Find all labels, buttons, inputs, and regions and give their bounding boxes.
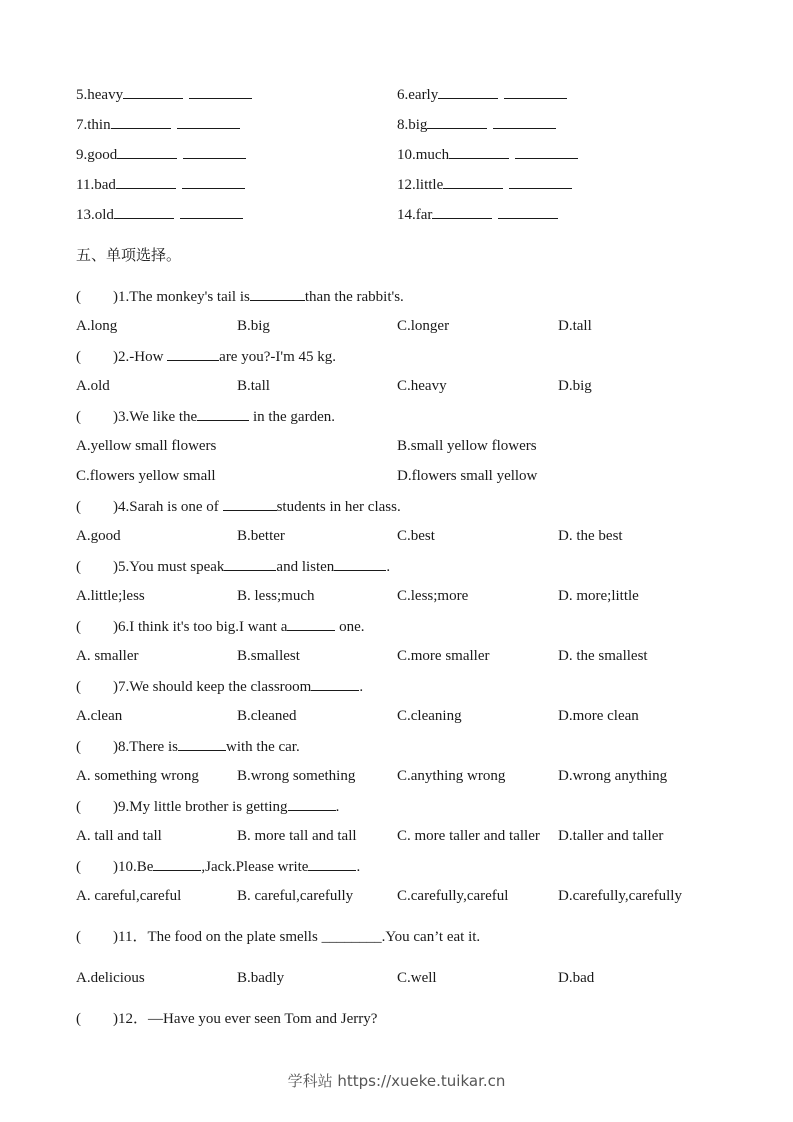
blank bbox=[515, 144, 578, 159]
footer-watermark: 学科站 https://xueke.tuikar.cn bbox=[287, 1072, 506, 1090]
option-d: D.more clean bbox=[558, 708, 639, 724]
section-title: 五、单项选择。 bbox=[76, 246, 182, 264]
stem: )4.Sarah is one of bbox=[113, 499, 223, 515]
question-10 bbox=[76, 856, 360, 876]
option-b: B. careful,carefully bbox=[237, 888, 354, 904]
item-label: 9.good bbox=[76, 147, 118, 163]
option-c: C.best bbox=[397, 528, 435, 544]
option-b: B.tall bbox=[237, 378, 270, 394]
blank bbox=[153, 856, 201, 871]
option-a: A.little;less bbox=[76, 588, 145, 604]
adjective-row-9 bbox=[76, 144, 246, 164]
option-a: A. tall and tall bbox=[76, 828, 162, 844]
question-4 bbox=[76, 496, 401, 516]
blank bbox=[178, 736, 226, 751]
paren: ( bbox=[76, 409, 81, 425]
paren: ( bbox=[76, 929, 81, 945]
paren: ( bbox=[76, 619, 81, 635]
blank bbox=[311, 676, 359, 691]
blank bbox=[250, 286, 305, 301]
option-b: B.smallest bbox=[237, 648, 300, 664]
option-d: D.wrong anything bbox=[558, 768, 668, 784]
option-d: D. more;little bbox=[558, 588, 639, 604]
blank bbox=[180, 204, 243, 219]
option-d: D. the smallest bbox=[558, 648, 648, 664]
adjective-row-12 bbox=[397, 174, 572, 194]
question-1 bbox=[76, 286, 404, 306]
paren: ( bbox=[76, 1011, 81, 1027]
option-d: D.carefully,carefully bbox=[558, 888, 682, 904]
option-d: D.big bbox=[558, 378, 592, 394]
adjective-row-13 bbox=[76, 204, 243, 224]
stem: than the rabbit's. bbox=[304, 289, 404, 305]
stem: students in her class. bbox=[276, 499, 401, 515]
blank bbox=[308, 856, 356, 871]
option-d: D.tall bbox=[558, 318, 592, 334]
item-label: 5.heavy bbox=[76, 87, 124, 103]
item-label: 8.big bbox=[397, 117, 428, 133]
blank bbox=[427, 114, 487, 129]
blank bbox=[224, 556, 276, 571]
option-b: B.cleaned bbox=[237, 708, 297, 724]
stem: )6.I think it's too big.I want a bbox=[113, 619, 288, 635]
option-c: C.less;more bbox=[397, 588, 469, 604]
paren: ( bbox=[76, 499, 81, 515]
option-a: A.yellow small flowers bbox=[76, 438, 217, 454]
blank bbox=[167, 346, 219, 361]
blank bbox=[432, 204, 492, 219]
stem: )8.There is bbox=[113, 739, 178, 755]
paren: ( bbox=[76, 349, 81, 365]
paren: ( bbox=[76, 289, 81, 305]
option-b: B.big bbox=[237, 318, 270, 334]
blank bbox=[117, 144, 177, 159]
stem: )3.We like the bbox=[113, 409, 198, 425]
option-a: A.old bbox=[76, 378, 110, 394]
stem: . bbox=[386, 559, 391, 575]
question-11 bbox=[76, 927, 480, 947]
option-c: C.more smaller bbox=[397, 648, 490, 664]
blank bbox=[182, 174, 245, 189]
stem: )1.The monkey's tail is bbox=[113, 289, 250, 305]
blank bbox=[334, 556, 386, 571]
stem: . bbox=[359, 679, 364, 695]
option-c: C.carefully,careful bbox=[397, 888, 509, 904]
item-label: 7.thin bbox=[76, 117, 111, 133]
adjective-row-6 bbox=[397, 84, 567, 104]
paren: ( bbox=[76, 739, 81, 755]
option-a: A. smaller bbox=[76, 648, 139, 664]
paren: ( bbox=[76, 559, 81, 575]
question-6 bbox=[76, 616, 365, 636]
stem: )7.We should keep the classroom bbox=[113, 679, 312, 695]
stem: )2.-How bbox=[113, 349, 168, 365]
option-a: A.good bbox=[76, 528, 121, 544]
blank bbox=[183, 144, 246, 159]
paren: ( bbox=[76, 679, 81, 695]
option-d: D.bad bbox=[558, 970, 595, 986]
adjective-row-10 bbox=[397, 144, 578, 164]
option-c: C.longer bbox=[397, 318, 450, 334]
blank bbox=[197, 406, 249, 421]
question-2 bbox=[76, 346, 336, 366]
stem: are you?-I'm 45 kg. bbox=[219, 349, 336, 365]
question-7 bbox=[76, 676, 363, 696]
blank bbox=[123, 84, 183, 99]
blank bbox=[504, 84, 567, 99]
question-9 bbox=[76, 796, 339, 816]
item-label: 6.early bbox=[397, 87, 439, 103]
option-d: D. the best bbox=[558, 528, 623, 544]
option-a: A.clean bbox=[76, 708, 123, 724]
option-b: B.wrong something bbox=[237, 768, 356, 784]
option-c: C.well bbox=[397, 970, 437, 986]
blank bbox=[177, 114, 240, 129]
paren: ( bbox=[76, 799, 81, 815]
adjective-row-11 bbox=[76, 174, 245, 194]
option-c: C. more taller and taller bbox=[397, 828, 540, 844]
item-label: 14.far bbox=[397, 207, 433, 223]
question-5 bbox=[76, 556, 390, 576]
option-c: C.flowers yellow small bbox=[76, 468, 216, 484]
paren: ( bbox=[76, 859, 81, 875]
stem: )10.Be bbox=[113, 859, 154, 875]
option-a: A. something wrong bbox=[76, 768, 199, 784]
adjective-row-14 bbox=[397, 204, 558, 224]
blank bbox=[223, 496, 277, 511]
stem: with the car. bbox=[225, 739, 300, 755]
question-12 bbox=[76, 1009, 377, 1029]
item-label: 11.bad bbox=[76, 177, 116, 193]
option-b: B.badly bbox=[237, 970, 285, 986]
stem: )9.My little brother is getting bbox=[113, 799, 288, 815]
blank bbox=[287, 616, 335, 631]
option-a: A.long bbox=[76, 318, 118, 334]
option-d: D.flowers small yellow bbox=[397, 468, 538, 484]
option-c: C.cleaning bbox=[397, 708, 462, 724]
blank bbox=[498, 204, 558, 219]
adjective-row-8 bbox=[397, 114, 556, 134]
stem: . bbox=[356, 859, 361, 875]
stem: )11．The food on the plate smells ________.You can’t eat it. bbox=[113, 929, 481, 945]
stem: . bbox=[335, 799, 340, 815]
option-b: B.small yellow flowers bbox=[397, 438, 537, 454]
item-label: 13.old bbox=[76, 207, 114, 223]
option-c: C.heavy bbox=[397, 378, 447, 394]
option-c: C.anything wrong bbox=[397, 768, 506, 784]
blank bbox=[111, 114, 171, 129]
adjective-row-7 bbox=[76, 114, 240, 134]
question-3 bbox=[76, 406, 335, 426]
item-label: 12.little bbox=[397, 177, 444, 193]
option-a: A. careful,careful bbox=[76, 888, 182, 904]
adjective-row-5 bbox=[76, 84, 252, 104]
blank bbox=[493, 114, 556, 129]
stem: in the garden. bbox=[249, 409, 335, 425]
option-d: D.taller and taller bbox=[558, 828, 664, 844]
stem: ,Jack.Please write bbox=[201, 859, 309, 875]
option-a: A.delicious bbox=[76, 970, 145, 986]
stem: )5.You must speak bbox=[113, 559, 225, 575]
blank bbox=[449, 144, 509, 159]
stem: )12．—Have you ever seen Tom and Jerry? bbox=[113, 1011, 378, 1027]
option-b: B. more tall and tall bbox=[237, 828, 357, 844]
question-8 bbox=[76, 736, 300, 756]
option-b: B. less;much bbox=[237, 588, 315, 604]
blank bbox=[189, 84, 252, 99]
blank bbox=[116, 174, 176, 189]
blank bbox=[438, 84, 498, 99]
option-b: B.better bbox=[237, 528, 285, 544]
blank bbox=[443, 174, 503, 189]
stem: one. bbox=[335, 619, 365, 635]
blank bbox=[509, 174, 572, 189]
blank bbox=[114, 204, 174, 219]
stem: and listen bbox=[276, 559, 335, 575]
blank bbox=[288, 796, 336, 811]
item-label: 10.much bbox=[397, 147, 450, 163]
